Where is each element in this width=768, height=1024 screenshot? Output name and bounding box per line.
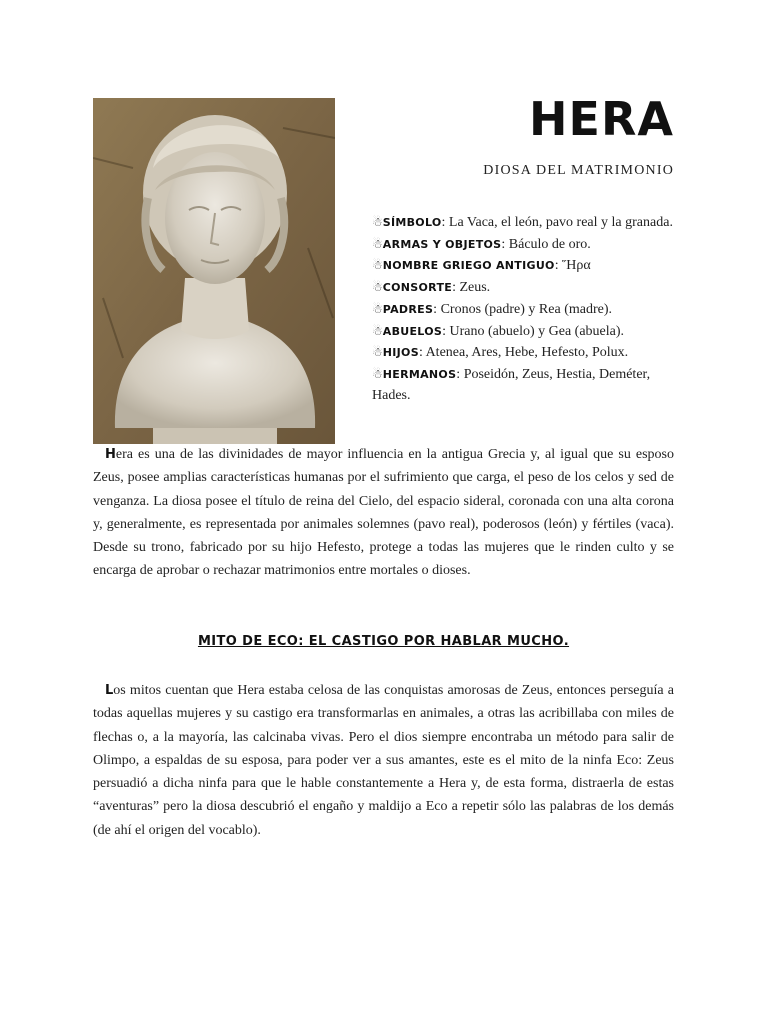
ring-icon: ☃: [372, 366, 383, 381]
page-subtitle: DIOSA DEL MATRIMONIO: [483, 163, 674, 178]
attribute-value: La Vaca, el león, pavo real y la granada.: [448, 215, 673, 230]
attribute-key: SÍMBOLO: [382, 216, 442, 229]
hera-bust-image: [93, 98, 335, 444]
ring-icon: ☃: [372, 301, 383, 316]
ring-icon: ☃: [372, 345, 383, 360]
attribute-hermanos: ☃HERMANOS: Poseidón, Zeus, Hestia, Deméter, Hades.: [372, 366, 651, 403]
myth-initial: L: [105, 683, 114, 698]
section-heading: MITO DE ECO: EL CASTIGO POR HABLAR MUCHO.: [197, 634, 570, 649]
attribute-value: Atenea, Ares, Hebe, Hefesto, Polux.: [425, 345, 629, 361]
myth-paragraph: [93, 679, 674, 842]
ring-icon: ☃: [372, 258, 383, 273]
attribute-value: Poseidón, Zeus, Hestia, Deméter, Hades.: [372, 366, 651, 403]
myth-text: os mitos cuentan que Hera estaba celosa de las conquistas amorosas de Zeus, entonces perseguía a todas aquellas mujeres y su castigo era transformarlas en animales, a otras las acribillaba con miles de flechas o, a la mayoría, las calcinaba vivas. Pero el dios siempre encontraba un método para salir de Olimpo, a espaldas de su esposa, para poder ver a sus amantes, este es el mito de la ninfa Eco: Zeus persuadió a dicha ninfa para que le hable constantemente a Hera y, de esta forma, distraerla de estas “aventuras” pero la diosa descubrió el engaño y maldijo a Eco a repetir sólo las palabras de los demás (de ahí el origen del vocablo).: [93, 683, 674, 838]
attribute-value: Ἥρα: [562, 258, 591, 274]
ring-icon: ☃: [372, 236, 383, 251]
attribute-key: HERMANOS: [382, 367, 457, 381]
attribute-value: Cronos (padre) y Rea (madre).: [440, 301, 612, 317]
attribute-nombre-griego: ☃NOMBRE GRIEGO ANTIGUO: Ἥρα: [372, 258, 591, 274]
ring-icon: ☃: [372, 215, 383, 229]
attribute-key: ABUELOS: [382, 324, 443, 338]
attribute-padres: ☃PADRES: Cronos (padre) y Rea (madre).: [372, 301, 612, 317]
ring-icon: ☃: [372, 280, 383, 295]
attribute-consorte: ☃CONSORTE: Zeus.: [372, 280, 491, 296]
intro-text: era es una de las divinidades de mayor influencia en la antigua Grecia y, al igual que su esposo Zeus, posee amplias características humanas por el sufrimiento que carga, el peso de los celos y sed de venganza. La diosa posee el título de reina del Cielo, del espacio sideral, coronada con una alta corona y, generalmente, es representada por animales solemnes (pavo real), poderosos (león) y fértiles (vaca). Desde su trono, fabricado por su hijo Hefesto, protege a todas las mujeres que le rinden culto y se encarga de aprobar o rechazar matrimonios entre mortales o dioses.: [93, 447, 674, 579]
attribute-armas: ☃ARMAS Y OBJETOS: Báculo de oro.: [372, 236, 591, 252]
attribute-value: Báculo de oro.: [508, 236, 591, 252]
attributes-list: [372, 212, 702, 406]
intro-paragraph: [93, 443, 674, 583]
bust-illustration: [93, 98, 335, 444]
attribute-key: HIJOS: [382, 346, 419, 360]
ring-icon: ☃: [372, 323, 383, 338]
attribute-key: CONSORTE: [382, 281, 453, 295]
attribute-hijos: ☃HIJOS: Atenea, Ares, Hebe, Hefesto, Polux.: [372, 345, 629, 361]
attribute-simbolo: ☃SÍMBOLO: La Vaca, el león, pavo real y la granada.: [372, 215, 673, 230]
attribute-key: NOMBRE GRIEGO ANTIGUO: [382, 259, 555, 273]
attribute-key: ARMAS Y OBJETOS: [382, 237, 502, 251]
attribute-value: Urano (abuelo) y Gea (abuela).: [449, 323, 625, 339]
attribute-key: PADRES: [382, 302, 434, 316]
intro-initial: H: [105, 447, 116, 462]
attribute-value: Zeus.: [459, 280, 491, 296]
attribute-abuelos: ☃ABUELOS: Urano (abuelo) y Gea (abuela).: [372, 323, 625, 339]
page-title: HERA: [529, 92, 674, 146]
